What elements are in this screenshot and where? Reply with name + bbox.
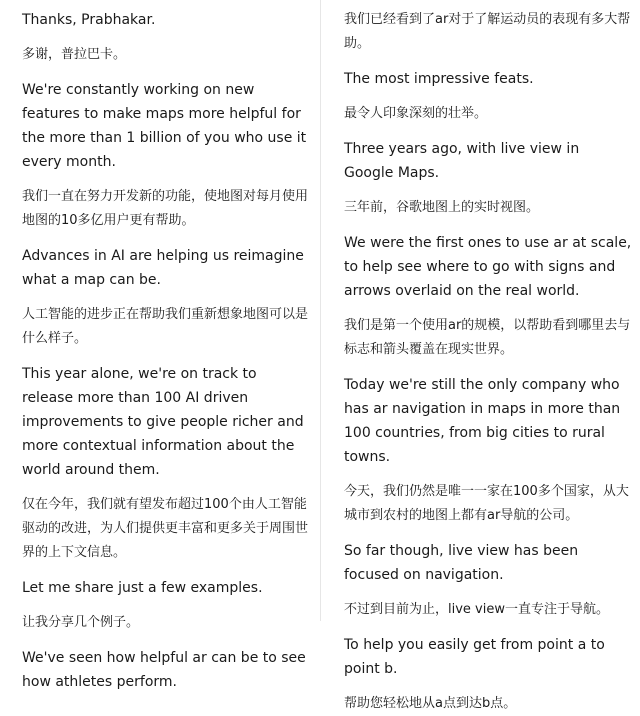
transcript-line-en: The most impressive feats. bbox=[344, 71, 534, 87]
transcript-line-zh: 人工智能的进步正在帮助我们重新想象地图可以是什么样子。 bbox=[22, 307, 309, 346]
transcript-line-en: This year alone, we're on track to release more than 100 AI driven improvements to give people richer and more contextual information about the world around them. bbox=[22, 366, 304, 478]
transcript-line-zh: 帮助您轻松地从a点到达b点。 bbox=[344, 696, 517, 711]
transcript-line-en: We've seen how helpful ar can be to see how athletes perform. bbox=[22, 650, 306, 690]
transcript-line-zh: 仅在今年，我们就有望发布超过100个由人工智能驱动的改进，为人们提供更丰富和更多关于周围世界的上下文信息。 bbox=[22, 497, 309, 560]
transcript-line-en: Advances in AI are helping us reimagine what a map can be. bbox=[22, 248, 304, 288]
transcript-line-en: Three years ago, with live view in Google Maps. bbox=[344, 141, 580, 181]
transcript-line-zh: 今天，我们仍然是唯一一家在100多个国家，从大城市到农村的地图上都有ar导航的公司。 bbox=[344, 484, 629, 523]
left-column bbox=[0, 0, 320, 690]
transcript-line-en: So far though, live view has been focused on navigation. bbox=[344, 543, 579, 583]
transcript-line-en: To help you easily get from point a to point b. bbox=[344, 637, 605, 677]
transcript-line-zh: 让我分享几个例子。 bbox=[22, 615, 140, 630]
transcript-line-en: Thanks, Prabhakar. bbox=[22, 12, 156, 28]
transcript-line-en: We were the first ones to use ar at scale, to help see where to go with signs and arrows overlaid on the real world. bbox=[344, 235, 632, 299]
right-column bbox=[320, 0, 640, 711]
transcript-line-zh: 我们是第一个使用ar的规模，以帮助看到哪里去与标志和箭头覆盖在现实世界。 bbox=[344, 318, 631, 357]
transcript-line-en: Today we're still the only company who has ar navigation in maps in more than 100 countries, from big cities to rural towns. bbox=[344, 377, 621, 465]
transcript-line-zh: 多谢，普拉巴卡。 bbox=[22, 47, 127, 62]
transcript-line-zh: 最令人印象深刻的壮举。 bbox=[344, 106, 488, 121]
transcript-line-zh: 我们一直在努力开发新的功能，使地图对每月使用地图的10多亿用户更有帮助。 bbox=[22, 189, 309, 228]
transcript-line-zh: 三年前，谷歌地图上的实时视图。 bbox=[344, 200, 540, 215]
transcript-line-en: Let me share just a few examples. bbox=[22, 580, 263, 596]
transcript-line-en: We're constantly working on new features to make maps more helpful for the more than 1 billion of you who use it every month. bbox=[22, 82, 307, 170]
transcript-line-zh: 我们已经看到了ar对于了解运动员的表现有多大帮助。 bbox=[344, 12, 631, 51]
transcript-line-zh: 不过到目前为止，live view一直专注于导航。 bbox=[344, 602, 609, 617]
